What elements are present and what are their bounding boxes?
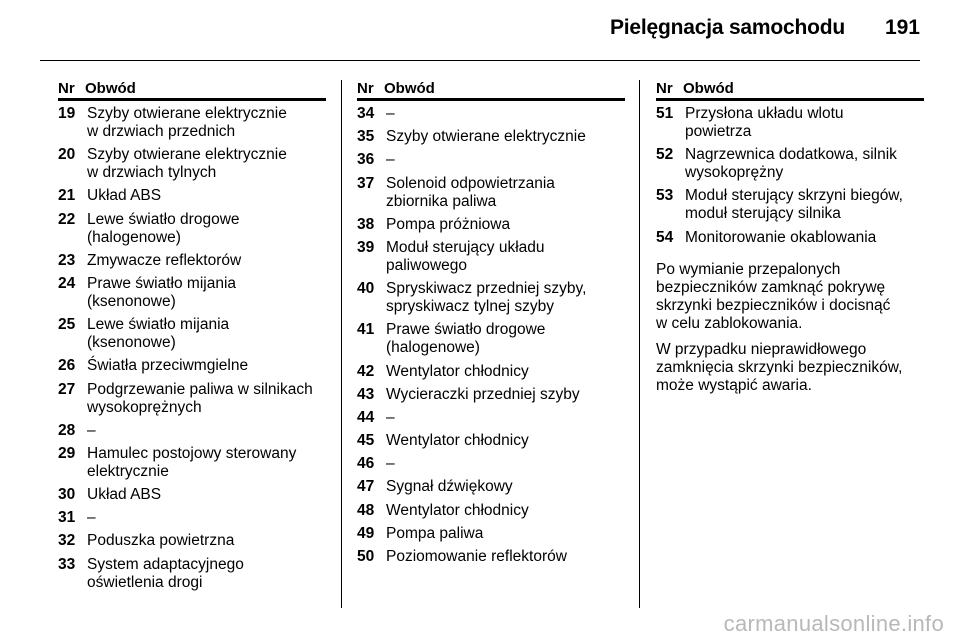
fuse-number: 54: [656, 228, 674, 246]
header-circuit: Obwód: [384, 80, 435, 97]
circuit-name: Szyby otwierane elektrycznie: [386, 128, 586, 146]
circuit-name: Spryskiwacz przedniej szyby, spryskiwacz tylnej szyby: [386, 280, 587, 316]
table-row: [357, 151, 625, 169]
table-rows: [357, 105, 625, 566]
circuit-name: –: [386, 408, 395, 426]
table-row: [58, 381, 326, 417]
fuse-number: 47: [357, 478, 375, 496]
fuse-number: 49: [357, 524, 375, 542]
circuit-name: Prawe światło drogowe (halogenowe): [386, 321, 546, 357]
table-row: [357, 455, 625, 473]
circuit-name: –: [87, 509, 96, 527]
table-row: [58, 146, 326, 182]
circuit-name: Poduszka powietrzna: [87, 532, 235, 550]
column-divider: [341, 80, 342, 608]
circuit-name: Sygnał dźwiękowy: [386, 478, 513, 496]
fuse-number: 48: [357, 501, 375, 519]
fuse-number: 24: [58, 274, 76, 292]
circuit-name: Monitorowanie okablowania: [685, 228, 877, 246]
table-row: [58, 275, 326, 311]
fuse-number: 20: [58, 146, 76, 164]
table-row: [58, 422, 326, 440]
table-header: [656, 80, 924, 101]
fuse-number: 37: [357, 174, 375, 192]
circuit-name: Szyby otwierane elektrycznie w drzwiach tylnych: [87, 146, 287, 182]
table-row: [58, 187, 326, 205]
table-row: [357, 525, 625, 543]
table-row: [656, 105, 924, 141]
circuit-name: Zmywacze reflektorów: [87, 251, 242, 269]
fuse-number: 39: [357, 238, 375, 256]
table-row: [58, 105, 326, 141]
circuit-name: System adaptacyjnego oświetlenia drogi: [87, 555, 244, 591]
table-row: [357, 386, 625, 404]
table-row: [58, 357, 326, 375]
header-nr: Nr: [357, 80, 374, 97]
fuse-number: 33: [58, 555, 76, 573]
fuse-number: 42: [357, 362, 375, 380]
fuse-number: 25: [58, 316, 76, 334]
table-row: [357, 409, 625, 427]
fuse-number: 50: [357, 548, 375, 565]
circuit-name: Pompa paliwa: [386, 524, 484, 542]
table-row: [357, 502, 625, 520]
fuse-number: 19: [58, 105, 76, 122]
fuse-number: 27: [58, 380, 76, 398]
fuse-number: 29: [58, 444, 76, 462]
table-header: [357, 80, 625, 101]
fuse-number: 46: [357, 455, 375, 473]
circuit-name: Pompa próżniowa: [386, 215, 511, 233]
circuit-name: Nagrzewnica dodatkowa, silnik wysokoprężny: [685, 146, 897, 182]
fuse-number: 26: [58, 357, 76, 375]
fuse-number: 22: [58, 210, 76, 228]
table-row: [357, 321, 625, 357]
header-nr: Nr: [58, 80, 75, 97]
circuit-name: Światła przeciwmgielne: [87, 357, 249, 375]
table-header: [58, 80, 326, 101]
circuit-name: –: [386, 105, 395, 122]
fuse-number: 36: [357, 151, 375, 169]
table-row: [656, 146, 924, 182]
header-circuit: Obwód: [85, 80, 136, 97]
circuit-name: –: [386, 455, 395, 473]
fuse-number: 28: [58, 421, 76, 439]
table-row: [656, 229, 924, 247]
circuit-name: Wycieraczki przedniej szyby: [386, 385, 580, 403]
circuit-name: Przysłona układu wlotu powietrza: [685, 105, 844, 140]
table-row: [357, 239, 625, 275]
table-rows: [656, 105, 924, 247]
warning-paragraph: W przypadku nieprawidłowego zamknięcia skrzynki bezpieczników, może wystąpić awaria.: [656, 340, 903, 394]
page-number: 191: [884, 16, 920, 39]
circuit-name: Hamulec postojowy sterowany elektrycznie: [87, 444, 297, 480]
instruction-paragraph: Po wymianie przepalonych bezpieczników zamknąć pokrywę skrzynki bezpieczników i docisnąć w celu zablokowania.: [656, 260, 891, 332]
table-row: [357, 548, 625, 566]
circuit-name: Lewe światło drogowe (halogenowe): [87, 210, 240, 246]
table-row: [58, 556, 326, 592]
watermark: carmanualsonline.info: [723, 611, 944, 636]
circuit-name: Wentylator chłodnicy: [386, 501, 529, 519]
fuse-number: 41: [357, 321, 375, 339]
circuit-name: Wentylator chłodnicy: [386, 362, 529, 380]
circuit-name: –: [87, 421, 96, 439]
fuse-table-column-2: [357, 80, 625, 571]
fuse-number: 51: [656, 105, 674, 122]
circuit-name: Układ ABS: [87, 187, 162, 205]
table-row: [58, 445, 326, 481]
header-nr: Nr: [656, 80, 673, 97]
table-row: [357, 216, 625, 234]
table-row: [357, 478, 625, 496]
fuse-number: 40: [357, 280, 375, 298]
table-row: [58, 532, 326, 550]
fuse-number: 45: [357, 432, 375, 450]
fuse-table-column-1: [58, 80, 326, 597]
circuit-name: Prawe światło mijania (ksenonowe): [87, 274, 237, 310]
fuse-number: 44: [357, 408, 375, 426]
circuit-name: Wentylator chłodnicy: [386, 432, 529, 450]
fuse-number: 38: [357, 215, 375, 233]
page-title: Pielęgnacja samochodu: [609, 16, 845, 39]
table-row: [357, 175, 625, 211]
table-row: [357, 280, 625, 316]
fuse-number: 43: [357, 385, 375, 403]
circuit-name: Solenoid odpowietrzania zbiornika paliwa: [386, 174, 555, 210]
fuse-number: 31: [58, 509, 76, 527]
fuse-number: 35: [357, 128, 375, 146]
table-row: [656, 187, 924, 223]
header-rule: [40, 60, 920, 61]
table-row: [357, 128, 625, 146]
header-circuit: Obwód: [683, 80, 734, 97]
fuse-number: 32: [58, 532, 76, 550]
fuse-table-column-3: [656, 80, 924, 395]
table-row: [58, 252, 326, 270]
fuse-number: 34: [357, 105, 375, 122]
fuse-number: 52: [656, 146, 674, 164]
fuse-number: 53: [656, 187, 674, 205]
fuse-number: 23: [58, 251, 76, 269]
circuit-name: Układ ABS: [87, 486, 162, 504]
table-row: [357, 432, 625, 450]
circuit-name: –: [386, 151, 395, 169]
table-row: [357, 363, 625, 381]
table-row: [58, 211, 326, 247]
table-row: [58, 486, 326, 504]
circuit-name: Poziomowanie reflektorów: [386, 548, 567, 565]
column-divider: [639, 80, 640, 608]
circuit-name: Moduł sterujący układu paliwowego: [386, 238, 545, 274]
table-row: [58, 509, 326, 527]
circuit-name: Szyby otwierane elektrycznie w drzwiach przednich: [87, 105, 287, 140]
table-row: [58, 316, 326, 352]
circuit-name: Podgrzewanie paliwa w silnikach wysokoprężnych: [87, 380, 313, 416]
circuit-name: Lewe światło mijania (ksenonowe): [87, 316, 230, 352]
fuse-number: 30: [58, 486, 76, 504]
circuit-name: Moduł sterujący skrzyni biegów, moduł sterujący silnika: [685, 187, 903, 223]
table-rows: [58, 105, 326, 592]
fuse-number: 21: [58, 187, 76, 205]
table-row: [357, 105, 625, 123]
